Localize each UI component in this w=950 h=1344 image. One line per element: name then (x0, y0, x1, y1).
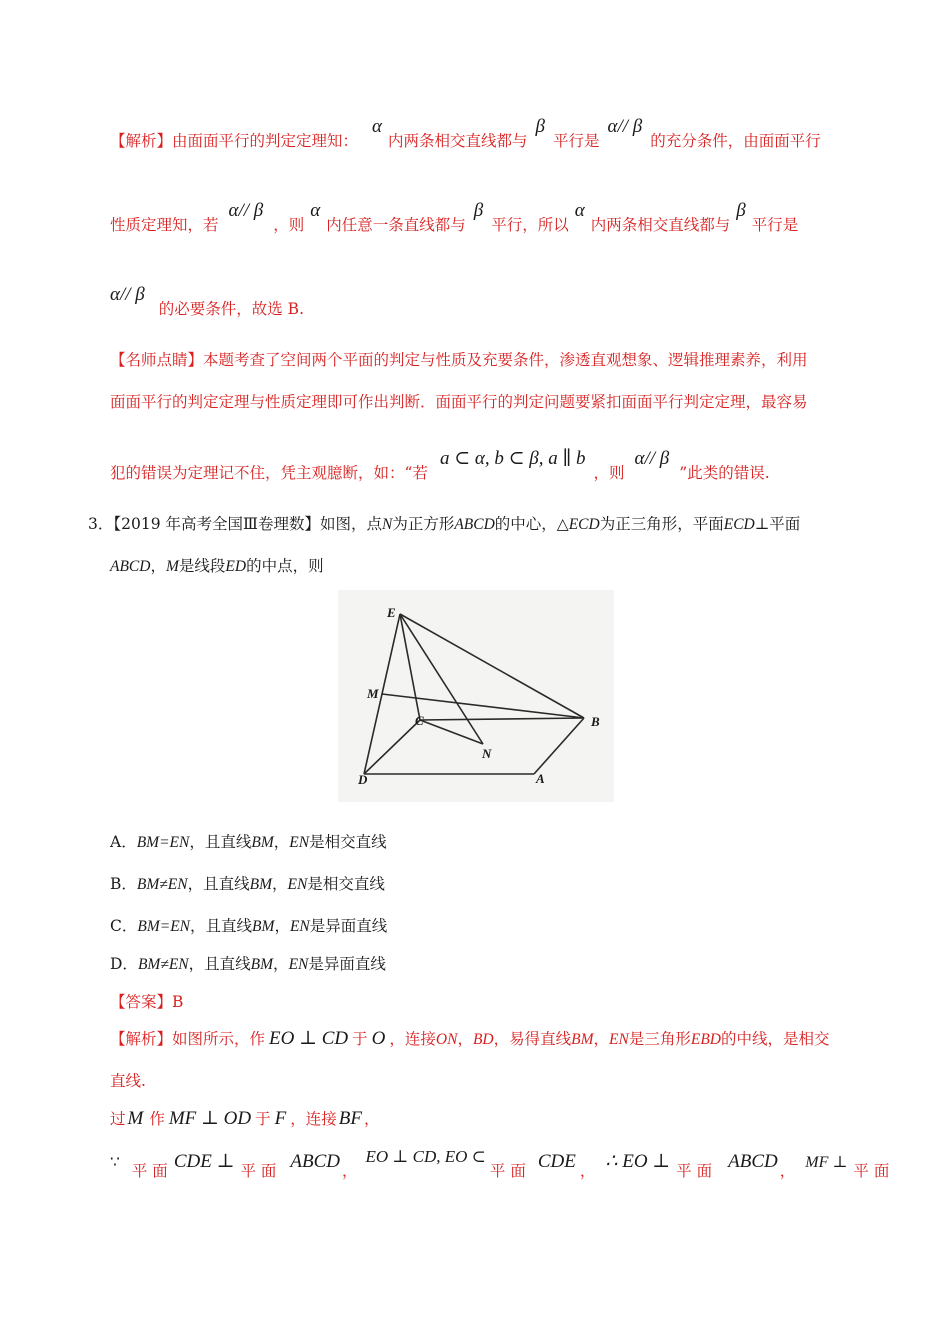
teacher-note-line3: 犯的错误为定理记不住，凭主观臆断，如：“若a ⊂ α, b ⊂ β, a ∥ b，则α// β”此类的错误. (110, 448, 770, 482)
geometry-figure (338, 590, 614, 802)
teacher-note-line2: 面面平行的判定定理与性质定理即可作出判断．面面平行的判定问题要紧扣面面平行判定定理，最容易 (110, 393, 808, 411)
question-source: 【2019 年高考全国Ⅲ卷理数】 (113, 515, 320, 533)
answer-label: 【答案】 (110, 993, 173, 1011)
answer (110, 991, 183, 1013)
label-A: A (536, 771, 545, 786)
label-C: C (415, 713, 424, 728)
option-d[interactable]: D．BM≠EN，且直线BM，EN是异面直线 (110, 955, 386, 973)
analysis-label: 【解析】 (110, 132, 173, 150)
option-c[interactable]: C．BM=EN，且直线BM，EN是异面直线 (110, 917, 388, 935)
analysis1-line3: α// β的必要条件，故选 B. (110, 284, 304, 318)
question3-line1: 3．【2019 年高考全国Ⅲ卷理数】如图，点N为正方形ABCD的中心，△ECD为正三角形，平面ECD⊥平面 (88, 515, 801, 533)
analysis1-line2: 性质定理知，若α// β，则α内任意一条直线都与β平行，所以α内两条相交直线都与β平行是 (110, 200, 799, 234)
question3-line2: ABCD，M是线段ED的中点，则 (110, 557, 324, 575)
label-B: B (591, 714, 600, 729)
figure-background (338, 590, 614, 802)
analysis2-line3: 过 M 作 MF ⊥ OD 于 F ，连接 BF ， (110, 1108, 380, 1129)
option-b[interactable]: B．BM≠EN，且直线BM，EN是相交直线 (110, 875, 385, 893)
label-E: E (387, 605, 396, 620)
analysis2-line1: 【解析】如图所示，作 EO ⊥ CD 于 O ，连接ON，BD，易得直线BM，EN是三角形EBD的中线，是相交 (110, 1028, 830, 1049)
analysis1-line1: 【解析】由面面平行的判定定理知：α内两条相交直线都与β平行是α// β的充分条件，由面面平行 (110, 116, 821, 150)
option-a[interactable]: A．BM=EN，且直线BM，EN是相交直线 (110, 833, 387, 851)
question-number: 3． (88, 515, 114, 533)
answer-value: B (172, 993, 184, 1011)
label-M: M (367, 686, 379, 701)
analysis2-line4: ∵ 平 面 CDE ⊥ 平 面 ABCD ，EO ⊥ CD, EO ⊂平 面 CDE ， ∴ EO ⊥ 平 面 ABCD ， MF ⊥ 平 面 (110, 1147, 890, 1180)
teacher-note-line1: 【名师点睛】本题考查了空间两个平面的判定与性质及充要条件，渗透直观想象、逻辑推理素养，利用 (110, 351, 808, 369)
label-D: D (358, 772, 368, 787)
analysis2-line2: 直线. (110, 1072, 146, 1090)
label-N: N (482, 746, 492, 761)
